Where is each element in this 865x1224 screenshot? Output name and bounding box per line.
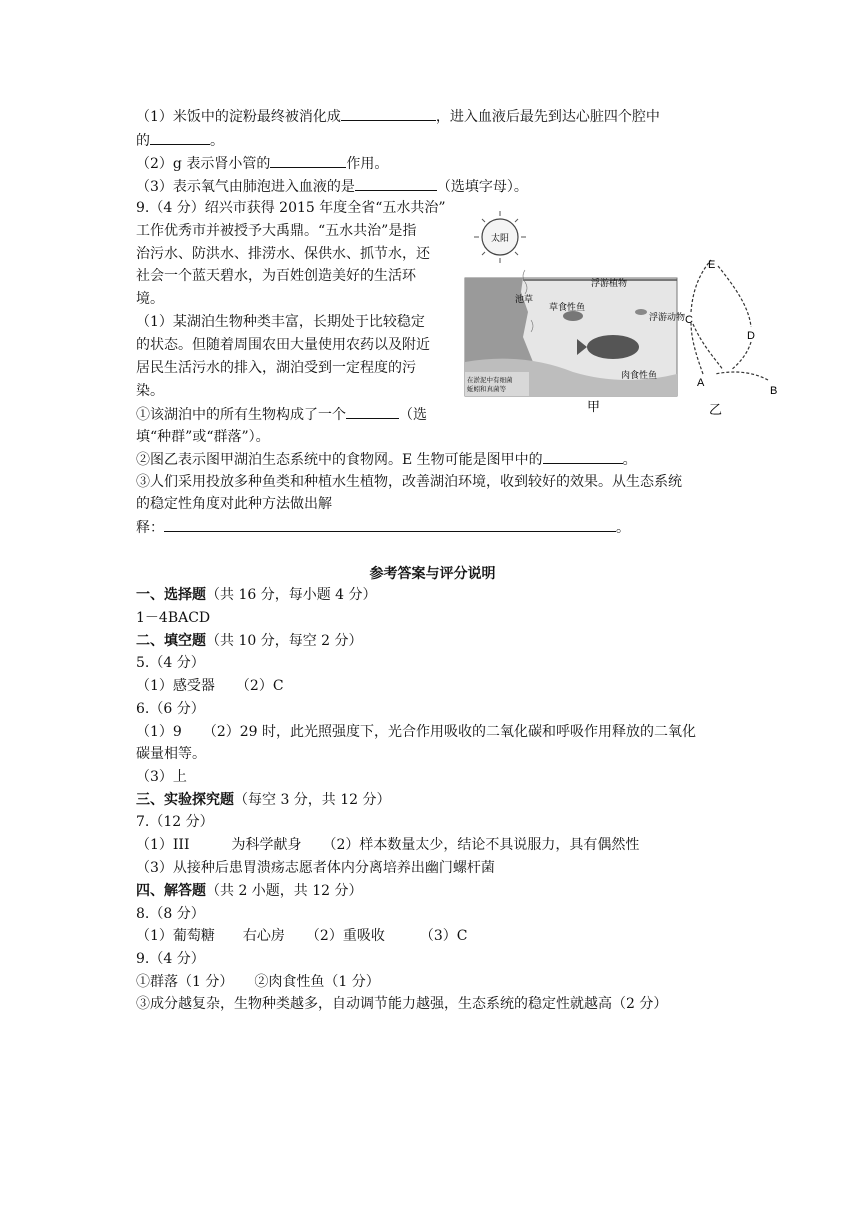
section1-answer: 1－4BACD <box>136 610 211 626</box>
node-c: C <box>685 314 693 326</box>
q8-3-text: （3）表示氧气由肺泡进入血液的是 <box>136 179 355 195</box>
q5-heading: 5.（4 分） <box>136 655 205 671</box>
q8-line1 <box>136 106 660 127</box>
q9-sub2-blank[interactable] <box>543 449 623 464</box>
q9-line1: 9.（4 分）绍兴市获得 2015 年度全省“五水共治” <box>136 200 446 216</box>
q8-1-blank-2[interactable] <box>150 130 210 145</box>
q9-sub1-line2: 填“种群”或“群落”）。 <box>136 429 270 445</box>
q9-line5: 境。 <box>136 291 164 307</box>
section3-title: 三、实验探究题 <box>136 792 234 808</box>
section1-note: （共 16 分，每小题 4 分） <box>206 587 377 603</box>
q9-line3: 治污水、防洪水、排涝水、保供水、抓节水，还 <box>136 246 430 262</box>
q8-3-blank[interactable] <box>355 176 437 191</box>
lake-ecosystem-figure <box>463 202 813 424</box>
node-b: B <box>770 385 778 397</box>
q9-line4: 社会一个蓝天碧水，为百姓创造美好的生活环 <box>136 268 416 284</box>
q9-sub3-line3 <box>136 517 630 538</box>
q8-line4 <box>136 176 528 197</box>
herbivore-fish-label: 草食性鱼 <box>549 302 586 312</box>
plankton-plants-label: 浮游植物 <box>591 278 628 288</box>
q9-sub3-text-b: 。 <box>616 520 630 536</box>
q9-sub3-blank[interactable] <box>164 517 616 532</box>
q9-answer-2: ③成分越复杂，生物种类越多，自动调节能力越强，生态系统的稳定性就越高（2 分） <box>136 996 668 1012</box>
answers-title: 参考答案与评分说明 <box>369 566 496 582</box>
q8-3-text-b: （选填字母）。 <box>436 179 528 195</box>
pond-weed-label: 池草 <box>515 294 534 304</box>
q9-sub2-line <box>136 449 637 470</box>
q9-sub3-text: 释： <box>136 520 164 536</box>
q8-1-text: （1）米饭中的淀粉最终被消化成 <box>136 109 341 125</box>
q8-heading: 8.（8 分） <box>136 906 205 922</box>
q9-sub3-line1: ③人们采用投放多种鱼类和种植水生植物，改善湖泊环境，收到较好的效果。从生态系统 <box>136 474 682 490</box>
q9-heading: 9.（4 分） <box>136 951 205 967</box>
q8-2-text-b: 作用。 <box>346 156 389 172</box>
sediment-label-2: 蚯蚓和真菌等 <box>467 386 506 393</box>
q9-answer-1: ①群落（1 分） ②肉食性鱼（1 分） <box>136 974 380 990</box>
q9-sub1-text: ①该湖泊中的所有生物构成了一个 <box>136 407 346 423</box>
q6-heading: 6.（6 分） <box>136 701 205 717</box>
node-a: A <box>697 377 705 389</box>
node-d: D <box>747 330 755 342</box>
section1-title: 一、选择题 <box>136 587 206 603</box>
q7-answer-2: （3）从接种后患胃溃疡志愿者体内分离培养出幽门螺杆菌 <box>136 860 495 876</box>
q9-sub1-line1 <box>136 404 427 425</box>
q9-line6: （1）某湖泊生物种类丰富，长期处于比较稳定 <box>136 314 425 330</box>
q9-line2: 工作优秀市并被授予大禹鼎。“五水共治”是指 <box>136 223 417 239</box>
carnivore-fish-label: 肉食性鱼 <box>621 370 658 380</box>
figure-label-yi: 乙 <box>709 403 723 418</box>
q5-answer: （1）感受器 （2）C <box>136 678 284 694</box>
q9-line7: 的状态。但随着周围农田大量使用农药以及附近 <box>136 337 430 353</box>
q9-sub1-text-b: （选 <box>399 407 427 423</box>
food-web-diagram <box>691 260 768 380</box>
q9-sub2-text-b: 。 <box>622 452 637 468</box>
q8-2-blank[interactable] <box>270 153 346 168</box>
q7-answer-1: （1）III 为科学献身 （2）样本数量太少，结论不具说服力，具有偶然性 <box>136 837 640 853</box>
q8-1-blank[interactable] <box>341 106 436 121</box>
q8-1-text-d: 。 <box>210 133 224 149</box>
section3-heading <box>136 790 391 810</box>
q9-sub3-line2: 的稳定性角度对此种方法做出解 <box>136 496 332 512</box>
q6-answer-3: （3）上 <box>136 769 187 785</box>
q8-line3 <box>136 153 388 174</box>
q9-line9: 染。 <box>136 383 164 399</box>
q7-heading: 7.（12 分） <box>136 814 214 830</box>
q8-answer: （1）葡萄糖 右心房 （2）重吸收 （3）C <box>136 928 468 944</box>
section2-title: 二、填空题 <box>136 633 206 649</box>
q9-sub2-text: ②图乙表示图甲湖泊生态系统中的食物网。E 生物可能是图甲中的 <box>136 452 543 468</box>
sediment-label-1: 在淤泥中有细菌 <box>467 377 513 384</box>
section4-title: 四、解答题 <box>136 883 206 899</box>
sun-label: 太阳 <box>490 233 510 243</box>
q6-answer-2: 碳量相等。 <box>136 746 206 762</box>
q8-1-text-c: 的 <box>136 133 150 149</box>
section4-note: （共 2 小题，共 12 分） <box>206 883 363 899</box>
section3-note: （每空 3 分，共 12 分） <box>234 792 391 808</box>
section2-note: （共 10 分，每空 2 分） <box>206 633 363 649</box>
q8-1-text-b: ，进入血液后最先到达心脏四个腔中 <box>435 109 660 125</box>
zooplankton-label: 浮游动物 <box>649 312 686 322</box>
q9-sub1-blank[interactable] <box>346 404 399 419</box>
q6-answer-1: （1）9 （2）29 时，此光照强度下，光合作用吸收的二氧化碳和呼吸作用释放的二氧化 <box>136 724 696 740</box>
node-e: E <box>708 259 716 271</box>
section4-heading <box>136 881 363 901</box>
q8-line2 <box>136 130 224 151</box>
q9-line8: 居民生活污水的排入，湖泊受到一定程度的污 <box>136 360 416 376</box>
sun-icon <box>474 211 526 263</box>
figure-label-jia: 甲 <box>587 400 601 415</box>
lake-diagram <box>465 270 685 396</box>
q8-2-text: （2）g 表示肾小管的 <box>136 156 271 172</box>
section2-heading <box>136 631 363 651</box>
section1-heading <box>136 585 377 605</box>
